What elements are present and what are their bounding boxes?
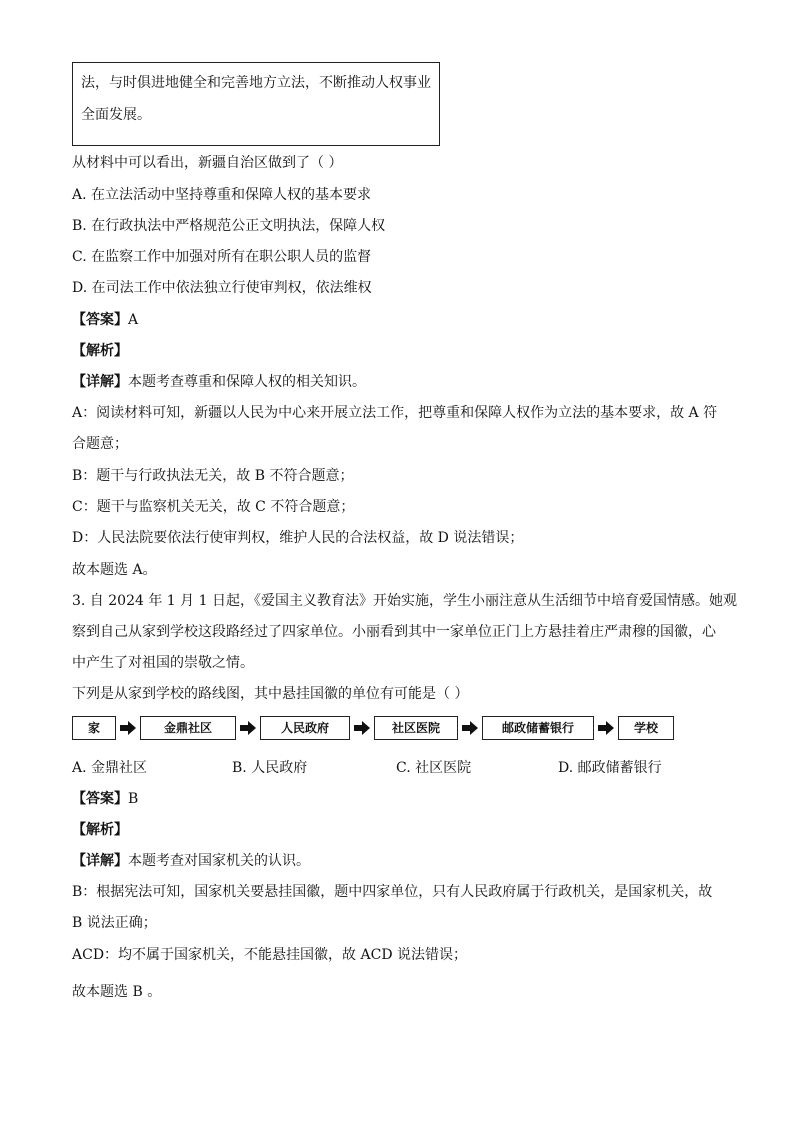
explain-line: D：人民法院要依法行使审判权，维护人民的合法权益，故 D 说法错误； <box>72 530 524 546</box>
option-d: D. 在司法工作中依法独立行使审判权，依法维权 <box>72 280 372 296</box>
option-a: A. 金鼎社区 <box>72 760 148 776</box>
option-d: D. 邮政储蓄银行 <box>558 760 662 776</box>
material-line: 法，与时俱进地健全和完善地方立法，不断推动人权事业 <box>81 75 431 91</box>
explain-line: B：根据宪法可知，国家机关要悬挂国徽，题中四家单位，只有人民政府属于行政机关，是国家机关，故 <box>72 884 713 900</box>
arrow-right-icon <box>240 721 256 735</box>
material-line: 全面发展。 <box>81 107 151 123</box>
explain-line: C：题干与监察机关无关，故 C 不符合题意； <box>72 499 355 515</box>
option-b: B. 人民政府 <box>232 760 308 776</box>
route-node-hospital: 社区医院 <box>374 716 458 740</box>
detail-label: 【详解】 <box>72 374 128 390</box>
route-diagram <box>72 716 712 742</box>
question-stem: 从材料中可以看出，新疆自治区做到了（ ） <box>72 155 343 171</box>
explain-line: ACD：均不属于国家机关，不能悬挂国徽，故 ACD 说法错误； <box>72 947 467 963</box>
option-c: C. 在监察工作中加强对所有在职公职人员的监督 <box>72 249 372 265</box>
route-node-school: 学校 <box>618 716 674 740</box>
option-b: B. 在行政执法中严格规范公正文明执法，保障人权 <box>72 218 386 234</box>
answer-label: 【答案】 <box>72 312 128 328</box>
answer-label: 【答案】 <box>72 791 128 807</box>
analysis-label: 【解析】 <box>72 343 128 359</box>
explain-line: B 说法正确； <box>72 915 157 931</box>
detail-label: 【详解】 <box>72 853 128 869</box>
analysis-label: 【解析】 <box>72 822 128 838</box>
conclusion-line: 故本题选 A。 <box>72 562 157 578</box>
detail-line <box>72 372 366 392</box>
q3-stem-line: 察到自己从家到学校这段路经过了四家单位。小丽看到其中一家单位正门上方悬挂着庄严肃穆的国徽，心 <box>72 624 716 640</box>
explain-line: A：阅读材料可知，新疆以人民为中心来开展立法工作，把尊重和保障人权作为立法的基本要求，故 A 符 <box>72 405 718 421</box>
answer-value: A <box>128 312 139 328</box>
arrow-right-icon <box>598 721 614 735</box>
route-node-bank: 邮政储蓄银行 <box>482 716 594 740</box>
explain-line: B：题干与行政执法无关，故 B 不符合题意； <box>72 468 354 484</box>
q3-stem-line: 中产生了对祖国的崇敬之情。 <box>72 655 254 671</box>
answer-line <box>72 789 138 809</box>
arrow-right-icon <box>120 721 136 735</box>
answer-line <box>72 310 138 330</box>
material-box <box>72 62 440 146</box>
detail-line <box>72 851 310 871</box>
detail-intro: 本题考查尊重和保障人权的相关知识。 <box>128 374 366 390</box>
arrow-right-icon <box>354 721 370 735</box>
route-node-community: 金鼎社区 <box>140 716 236 740</box>
q3-stem-line: 3. 自 2024 年 1 月 1 日起，《爱国主义教育法》开始实施，学生小丽注意从生活细节中培育爱国情感。她观 <box>72 593 737 609</box>
route-node-government: 人民政府 <box>260 716 350 740</box>
option-a: A. 在立法活动中坚持尊重和保障人权的基本要求 <box>72 187 372 203</box>
answer-value: B <box>128 791 139 807</box>
conclusion-line: 故本题选 B 。 <box>72 984 162 1000</box>
q3-prompt-line: 下列是从家到学校的路线图，其中悬挂国徽的单位有可能是（ ） <box>72 686 469 702</box>
explain-line: 合题意； <box>72 436 128 452</box>
arrow-right-icon <box>462 721 478 735</box>
option-c: C. 社区医院 <box>396 760 472 776</box>
route-node-home: 家 <box>72 716 116 740</box>
detail-intro: 本题考查对国家机关的认识。 <box>128 853 310 869</box>
